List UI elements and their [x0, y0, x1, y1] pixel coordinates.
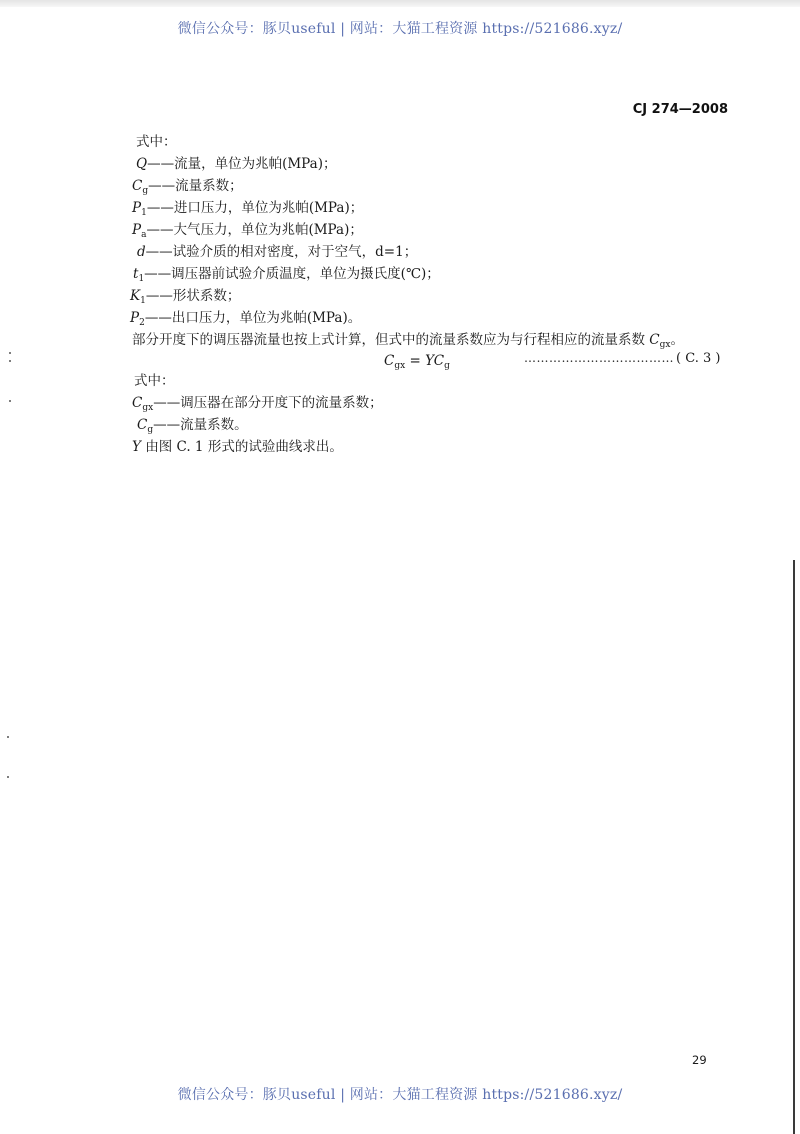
symbol: Y — [132, 439, 141, 455]
scan-right-edge-line — [793, 560, 795, 1134]
subscript: 1 — [138, 274, 145, 284]
symbol: C — [649, 332, 660, 348]
scan-speck — [9, 400, 11, 402]
definition-cg — [132, 177, 243, 200]
definition-text: ——出口压力，单位为兆帕(MPa)。 — [144, 310, 362, 326]
definition-p1 — [132, 199, 363, 222]
subscript: 2 — [139, 318, 145, 328]
standard-code: CJ 274—2008 — [632, 102, 728, 117]
definition-pa — [132, 221, 363, 244]
definition-k1 — [130, 287, 240, 310]
equation-c3 — [384, 352, 450, 375]
symbol: K — [130, 288, 141, 304]
subscript: 1 — [141, 208, 147, 218]
equals-sign: = — [405, 353, 426, 369]
closing-sentence — [132, 438, 343, 456]
equation-leader-dots: ……………………………… — [524, 351, 674, 365]
definition-cg-2 — [137, 416, 248, 439]
symbol: C — [132, 395, 143, 411]
definition-q — [136, 155, 336, 173]
closing-text: 由图 C. 1 形式的试验曲线求出。 — [140, 439, 343, 455]
definition-d — [137, 243, 417, 261]
definition-cgx — [132, 394, 383, 417]
equation-rhs: YC — [425, 353, 445, 369]
scan-speck — [9, 360, 11, 362]
equation-lhs: C — [384, 353, 395, 369]
subscript: gx — [659, 340, 671, 350]
subscript: 1 — [140, 296, 146, 306]
equation-lhs-subscript: gx — [394, 361, 406, 371]
symbol: C — [132, 178, 143, 194]
definition-t1 — [133, 265, 440, 288]
paragraph-text: 部分开度下的调压器流量也按上式计算，但式中的流量系数应为与行程相应的流量系数 — [132, 332, 650, 348]
symbol: Q — [136, 156, 148, 172]
where-label-2: 式中： — [134, 373, 175, 389]
symbol: d — [137, 244, 146, 260]
definition-text: ——大气压力，单位为兆帕(MPa)； — [146, 222, 363, 238]
symbol: P — [132, 200, 142, 216]
scan-speck — [7, 776, 9, 778]
definition-p2 — [130, 309, 361, 332]
subscript: gx — [142, 403, 154, 413]
subscript: g — [142, 186, 149, 196]
symbol: C — [137, 417, 148, 433]
watermark-bottom: 微信公众号：豚贝useful | 网站：大猫工程资源 https://521686.xyz/ — [177, 1087, 623, 1103]
page-number: 29 — [692, 1053, 707, 1067]
symbol: P — [132, 222, 142, 238]
symbol: t — [133, 266, 139, 282]
where-label-1: 式中： — [136, 134, 177, 150]
definition-text: ——调压器前试验介质温度，单位为摄氏度(℃)； — [144, 266, 440, 282]
equation-number: ( C. 3 ) — [676, 351, 721, 366]
scan-speck — [9, 352, 11, 354]
definition-text: ——流量系数。 — [153, 417, 248, 433]
equation-rhs-subscript: g — [444, 361, 450, 371]
definition-text: ——形状系数； — [145, 288, 241, 304]
symbol: P — [130, 310, 140, 326]
definition-text: ——进口压力，单位为兆帕(MPa)； — [146, 200, 364, 216]
watermark-top: 微信公众号：豚贝useful | 网站：大猫工程资源 https://521686.xyz/ — [177, 21, 623, 37]
scan-speck — [7, 736, 9, 738]
definition-text: ——调压器在部分开度下的流量系数； — [153, 395, 383, 411]
subscript: g — [147, 425, 154, 435]
definition-text: ——试验介质的相对密度，对于空气，d=1； — [145, 244, 418, 260]
definition-text: ——流量系数； — [148, 178, 243, 194]
paragraph-end: 。 — [670, 332, 684, 348]
definition-text: ——流量，单位为兆帕(MPa)； — [147, 156, 337, 172]
scan-top-band — [0, 0, 800, 7]
subscript: a — [141, 230, 147, 240]
